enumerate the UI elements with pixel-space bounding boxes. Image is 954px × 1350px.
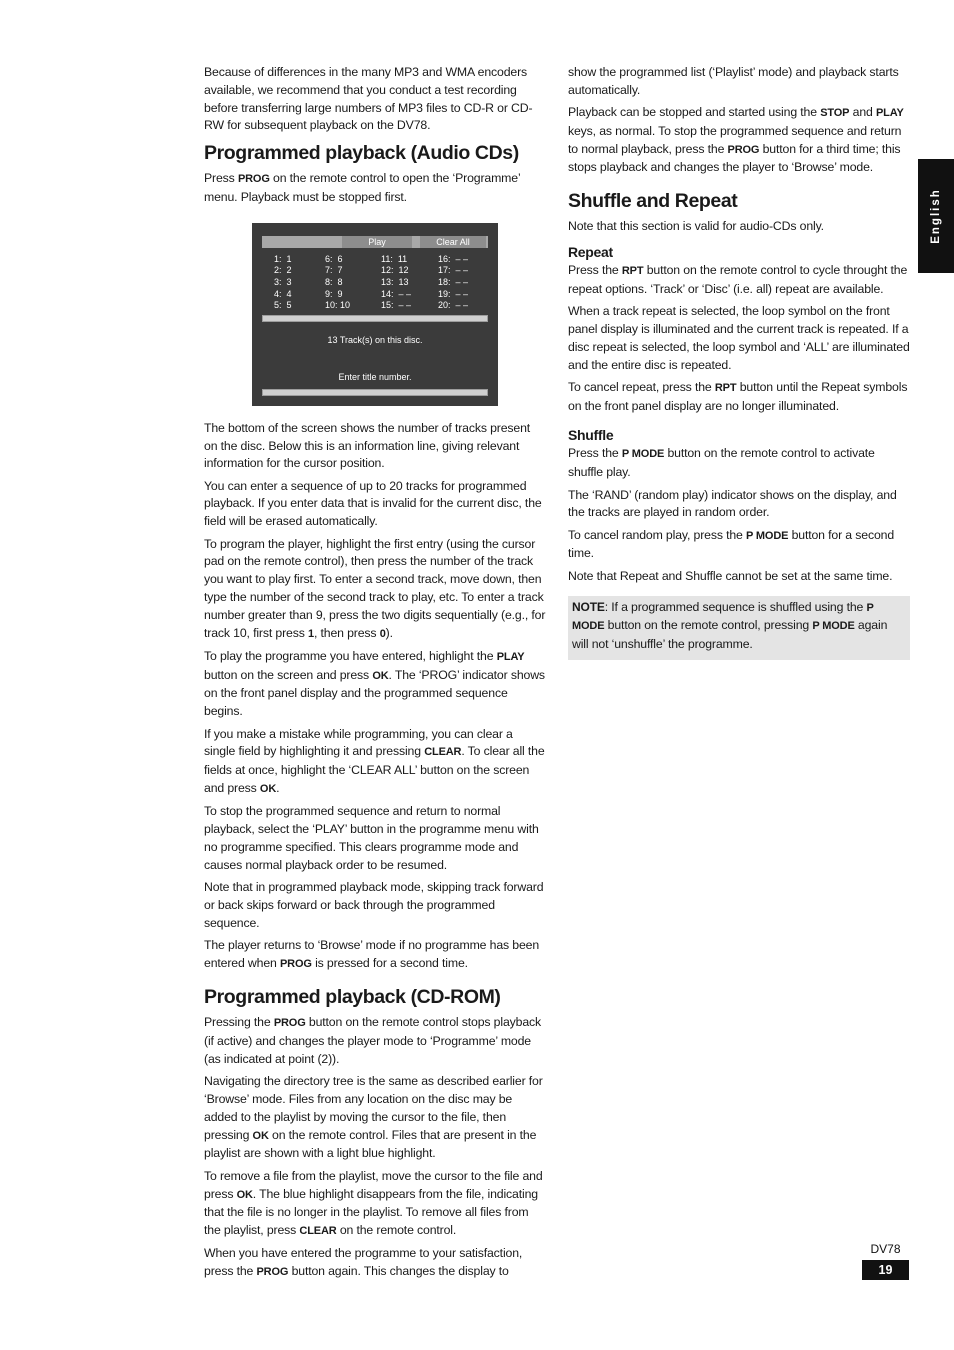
paragraph: To remove a file from the playlist, move the cursor to the file and press OK. The blue highlight disappears from the file, indicating that the file is no longer in the playlist. To remove all files from the playlist, press CLEAR on the remote control. (204, 1168, 543, 1238)
heading-shuffle-repeat: Shuffle and Repeat (568, 190, 738, 213)
paragraph: Press the P MODE button on the remote control to activate shuffle play. (568, 446, 875, 480)
paragraph: When you have entered the programme to your satisfaction, press the PROG button again. This changes the display to (204, 1246, 523, 1279)
paragraph: To stop the programmed sequence and return to normal playback, select the ‘PLAY’ button in the programme menu with no programme specified. This clears programme mode and causes normal playback order to be resumed. (204, 804, 539, 872)
osd-track-cell: 17: – – (438, 265, 469, 276)
osd-track-cell: 4: 4 (274, 288, 292, 299)
key-label: CLEAR (424, 746, 462, 759)
key-label: P MODE (621, 448, 665, 461)
paragraph: Note that in programmed playback mode, skipping track forward or back skips forward or back through the programmed sequence. (204, 879, 544, 930)
paragraph: To cancel repeat, press the RPT button until the Repeat symbols on the front panel display are no longer illuminated. (568, 379, 908, 413)
paragraph: If you make a mistake while programming, you can clear a single field by highlighting it and pressing CLEAR. To clear all the fields at once, highlight the ‘CLEAR ALL’ button on the screen and press OK. (204, 726, 545, 795)
key-label: PLAY (496, 650, 525, 663)
osd-divider (262, 315, 488, 322)
right-column (568, 64, 910, 660)
osd-clear-all-button: Clear All (420, 236, 486, 248)
osd-play-button: Play (342, 236, 412, 248)
osd-track-cell: 16: – – (438, 253, 469, 264)
paragraph: You can enter a sequence of up to 20 tracks for programmed playback. If you enter data that is invalid for the current disc, the field will be erased automatically. (204, 478, 542, 529)
page-number: 19 (862, 1260, 909, 1280)
programme-menu-screenshot (252, 223, 498, 406)
osd-divider (262, 389, 488, 396)
osd-track-cell: 18: – – (438, 276, 469, 287)
paragraph: show the programmed list (‘Playlist’ mode) and playback starts automatically. (568, 65, 899, 97)
key-label: RPT (621, 265, 644, 278)
paragraph: The player returns to ‘Browse’ mode if no programme has been entered when PROG is pressed for a second time. (204, 937, 540, 970)
key-label: PROG (256, 1266, 289, 1279)
paragraph: Note that Repeat and Shuffle cannot be set at the same time. (568, 568, 893, 583)
key-label: P MODE (746, 529, 789, 542)
key-label: PROG (727, 143, 760, 156)
paragraph: Press the RPT button on the remote control to cycle throught the repeat options. ‘Track’ or ‘Disc’ (i.e. all) repeat are available. (568, 263, 908, 296)
osd-track-cell: 12: 12 (381, 265, 409, 276)
left-column (204, 64, 546, 1287)
osd-info-line: 13 Track(s) on this disc. (327, 334, 423, 345)
paragraph: To cancel random play, press the P MODE button for a second time. (568, 527, 895, 561)
paragraph: To play the programme you have entered, highlight the PLAY button on the screen and press OK. The ‘PROG’ indicator shows on the front panel display and the programmed sequence begins. (204, 648, 545, 719)
osd-track-cell: 13: 13 (381, 276, 409, 287)
osd-track-cell: 10: 10 (325, 300, 351, 311)
heading-programmed-cdrom: Programmed playback (CD-ROM) (204, 986, 501, 1009)
paragraph: Note that this section is valid for audio-CDs only. (568, 219, 824, 234)
paragraph: Playback can be stopped and started using the STOP and PLAY keys, as normal. To stop the programmed sequence and return to normal playback, press the PROG button for a third time; this stops playback and changes the player to ‘Browse’ mode. (568, 105, 904, 175)
key-label: OK (236, 1188, 253, 1201)
paragraph: Navigating the directory tree is the same as described earlier for ‘Browse’ mode. Files from any location on the disc may be added to the playlist by moving the cursor to the file, then pressing OK on the remote control. Files that are present in the playlist are shown with a light blue highlight. (204, 1074, 543, 1161)
paragraph: Pressing the PROG button on the remote control stops playback (if active) and changes the player mode to ‘Programme’ mode (as indicated at point (2)). (204, 1015, 542, 1066)
paragraph: The ‘RAND’ (random play) indicator shows on the display, and the tracks are played in random order. (568, 487, 897, 520)
key-label: P MODE (572, 601, 874, 633)
key-label: 0 (379, 627, 386, 640)
language-tab (918, 159, 954, 273)
paragraph: To program the player, highlight the first entry (using the cursor pad on the remote control), then press the number of the track you want to play first. To enter a second track, move down, then type the number of the second track to play, etc. To enter a track number greater than 9, press the two digits sequentially (e.g., for track 10, first press 1, then press 0). (204, 536, 546, 640)
osd-track-cell: 5: 5 (274, 300, 292, 311)
osd-track-cell: 14: – – (381, 288, 412, 299)
osd-prompt-line: Enter title number. (338, 371, 412, 382)
paragraph: Press PROG on the remote control to open the ‘Programme’ menu. Playback must be stopped first. (204, 171, 521, 204)
osd-track-cell: 15: – – (381, 300, 412, 311)
paragraph: When a track repeat is selected, the loop symbol on the front panel display is illuminated and the current track is repeated. If a disc repeat is selected, the loop symbol and ‘ALL’ are illuminated and the entire disc is repeated. (568, 304, 910, 372)
osd-track-cell: 7: 7 (325, 265, 343, 276)
key-label: OK (259, 782, 277, 795)
note-box (568, 596, 910, 660)
osd-track-cell: 19: – – (438, 288, 469, 299)
paragraph: The bottom of the screen shows the number of tracks present on the disc. Below this is an information line, giving relevant information for the cursor position. (204, 420, 531, 471)
osd-track-cell: 8: 8 (325, 276, 343, 287)
osd-track-cell: 20: – – (438, 300, 469, 311)
osd-track-cell: 1: 1 (274, 253, 292, 264)
note-label: NOTE (572, 599, 605, 614)
intro-paragraph: Because of differences in the many MP3 and WMA encoders available, we recommend that you conduct a test recording before transferring large numbers of MP3 files to CD-R or CD-RW for subsequent playback on the DV78. (204, 65, 533, 133)
heading-repeat: Repeat (568, 244, 613, 261)
key-label: STOP (820, 107, 850, 120)
key-label: PROG (280, 957, 312, 970)
model-label: DV78 (870, 1242, 901, 1256)
key-label: PROG (237, 173, 270, 186)
osd-button-bar (262, 236, 488, 248)
key-label: OK (372, 669, 389, 682)
key-label: PROG (273, 1017, 306, 1030)
note-text: NOTE: If a programmed sequence is shuffled using the P MODE button on the remote control, pressing P MODE again will not ‘unshuffle’ the programme. (572, 599, 888, 652)
osd-track-cell: 2: 2 (274, 265, 292, 276)
heading-programmed-audio: Programmed playback (Audio CDs) (204, 142, 519, 165)
key-label: 1 (308, 627, 314, 640)
language-tab-label: English (930, 188, 942, 244)
osd-track-cell: 3: 3 (274, 276, 292, 287)
key-label: CLEAR (299, 1225, 337, 1238)
osd-track-cell: 6: 6 (325, 253, 343, 264)
key-label: PLAY (875, 107, 904, 120)
osd-track-cell: 9: 9 (325, 288, 343, 299)
key-label: OK (252, 1129, 269, 1142)
heading-shuffle: Shuffle (568, 427, 614, 444)
osd-track-cell: 11: 11 (381, 253, 408, 264)
key-label: P MODE (812, 620, 855, 633)
key-label: RPT (714, 381, 737, 394)
